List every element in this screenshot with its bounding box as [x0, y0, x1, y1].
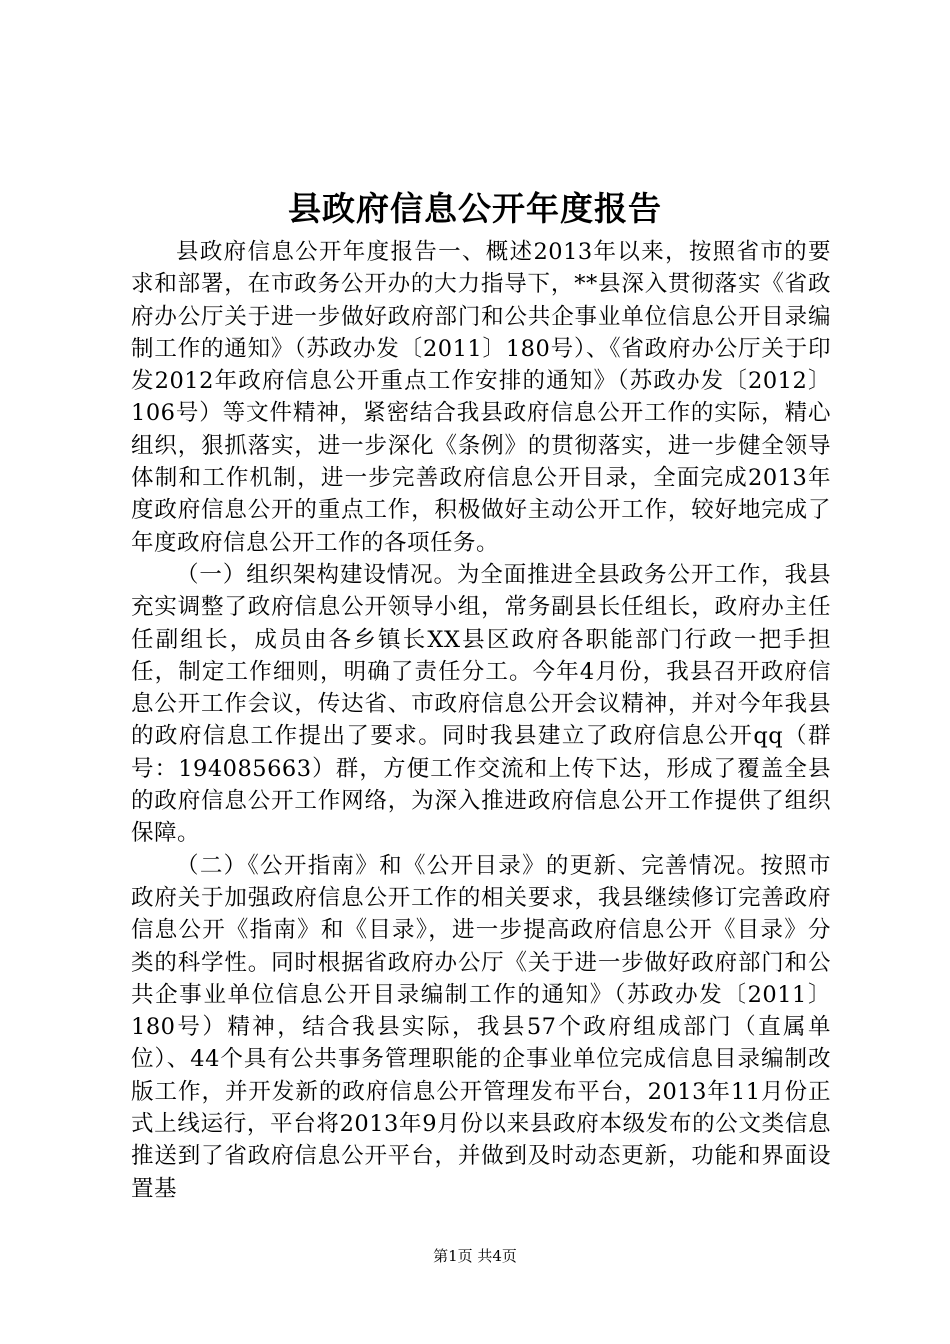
paragraph-catalog-update: （二）《公开指南》和《公开目录》的更新、完善情况。按照市政府关于加强政府信息公开工作的相关要求，我县继续修订完善政府信息公开《指南》和《目录》，进一步提高政府信息公开《目录》分类的科学性。同时根据省政府办公厅《关于进一步做好政府部门和公共企事业单位信息公开目录编制工作的通知》（苏政办发〔2011〕180号）精神，结合我县实际，我县57个政府组成部门（直属单位）、44个具有公共事务管理职能的企事业单位完成信息目录编制改版工作，并开发新的政府信息公开管理发布平台，2013年11月份正式上线运行，平台将2013年9月份以来县政府本级发布的公文类信息推送到了省政府信息公开平台，并做到及时动态更新，功能和界面设置基 [131, 852, 831, 1202]
page-footer: 第1页 共4页 [433, 1247, 517, 1265]
paragraph-organization: （一）组织架构建设情况。为全面推进全县政务公开工作，我县充实调整了政府信息公开领导小组，常务副县长任组长，政府办主任任副组长，成员由各乡镇长XX县区政府各职能部门行政一把手担任，制定工作细则，明确了责任分工。今年4月份，我县召开政府信息公开工作会议，传达省、市政府信息公开会议精神，并对今年我县的政府信息工作提出了要求。同时我县建立了政府信息公开qq（群号：194085663）群，方便工作交流和上传下达，形成了覆盖全县的政府信息公开工作网络，为深入推进政府信息公开工作提供了组织保障。 [131, 561, 831, 847]
paragraph-overview: 县政府信息公开年度报告一、概述2013年以来，按照省市的要求和部署，在市政务公开办的大力指导下，**县深入贯彻落实《省政府办公厅关于进一步做好政府部门和公共企事业单位信息公开目录编制工作的通知》（苏政办发〔2011〕180号）、《省政府办公厅关于印发2012年政府信息公开重点工作安排的通知》（苏政办发〔2012〕106号）等文件精神，紧密结合我县政府信息公开工作的实际，精心组织，狠抓落实，进一步深化《条例》的贯彻落实，进一步健全领导体制和工作机制，进一步完善政府信息公开目录，全面完成2013年度政府信息公开的重点工作，积极做好主动公开工作，较好地完成了年度政府信息公开工作的各项任务。 [131, 239, 831, 556]
document-title: 县政府信息公开年度报告 [288, 189, 662, 228]
document-body [131, 236, 831, 1205]
